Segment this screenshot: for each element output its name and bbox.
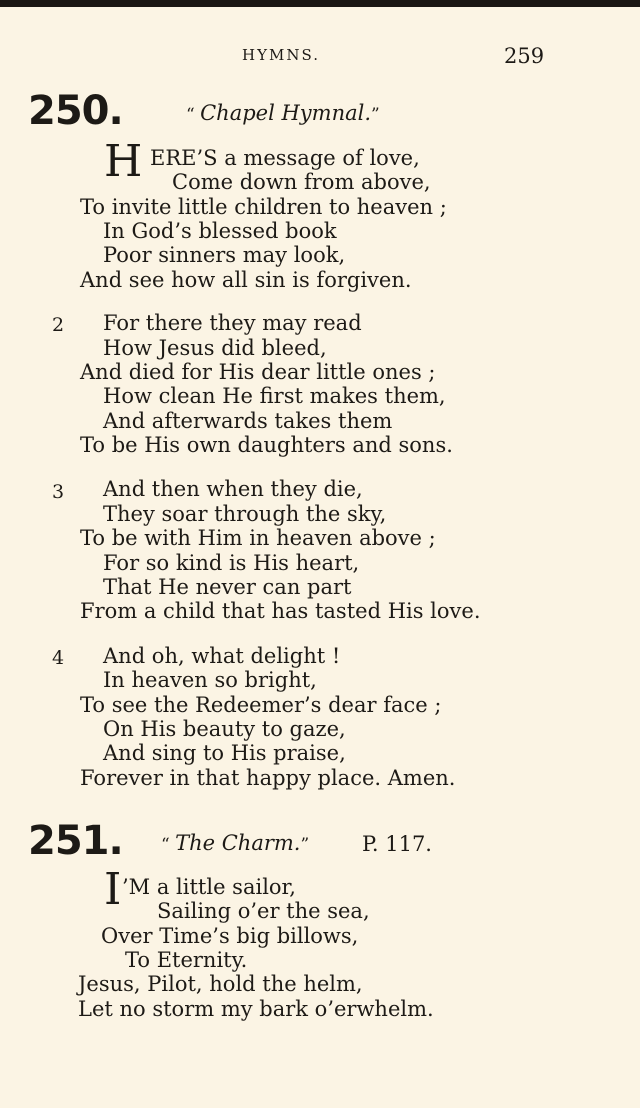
hymn-tune-name: “ The Charm.” [161,831,310,855]
verse-line: Over Time’s big billows, [101,924,359,948]
verse-line: ERE’S a message of love, [150,146,420,170]
verse-line: For there they may read [103,311,362,335]
stanza-number: 3 [52,481,65,503]
verse-line: That He never can part [103,575,352,599]
verse-line: To be with Him in heaven above ; [80,526,436,550]
stanza-number: 4 [52,647,65,669]
verse-line: How clean He first makes them, [103,384,446,408]
verse-line: Forever in that happy place. Amen. [80,766,456,790]
hymn-number: 251. [28,818,123,864]
page-number: 259 [504,44,545,68]
verse-line: ’M a little sailor, [122,875,296,899]
verse-line: To Eternity. [125,948,248,972]
hymn-250-heading [28,88,588,138]
verse-line: They soar through the sky, [103,502,387,526]
verse-line: To invite little children to heaven ; [80,195,447,219]
verse-line: And sing to His praise, [103,741,346,765]
verse-line: And afterwards takes them [103,409,393,433]
hymn-number: 250. [28,88,123,134]
verse-line: On His beauty to gaze, [103,717,346,741]
verse-line: To see the Redeemer’s dear face ; [80,693,442,717]
running-title: HYMNS. [242,46,320,64]
verse-line: Poor sinners may look, [103,243,346,267]
hymn-251-heading [28,818,588,868]
stanza-number: 2 [52,314,65,336]
running-header [0,46,640,72]
hymn-meter-reference: P. 117. [362,832,432,856]
top-border-rule [0,0,640,7]
verse-line: To be His own daughters and sons. [80,433,453,457]
verse-line: Sailing o’er the sea, [157,899,370,923]
verse-line: And see how all sin is forgiven. [80,268,412,292]
hymn-tune-name: “ Chapel Hymnal.” [186,101,380,125]
verse-line: And oh, what delight ! [103,644,341,668]
verse-line: Come down from above, [172,170,431,194]
verse-line: In God’s blessed book [103,219,337,243]
verse-line: And then when they die, [103,477,363,501]
verse-line: Jesus, Pilot, hold the helm, [78,972,363,996]
drop-cap: H [104,136,143,187]
verse-line: For so kind is His heart, [103,551,360,575]
verse-line: How Jesus did bleed, [103,336,327,360]
verse-line: Let no storm my bark o’erwhelm. [78,997,434,1021]
verse-line: In heaven so bright, [103,668,317,692]
verse-line: And died for His dear little ones ; [80,360,436,384]
verse-line: From a child that has tasted His love. [80,599,481,623]
drop-cap: I [104,864,122,915]
